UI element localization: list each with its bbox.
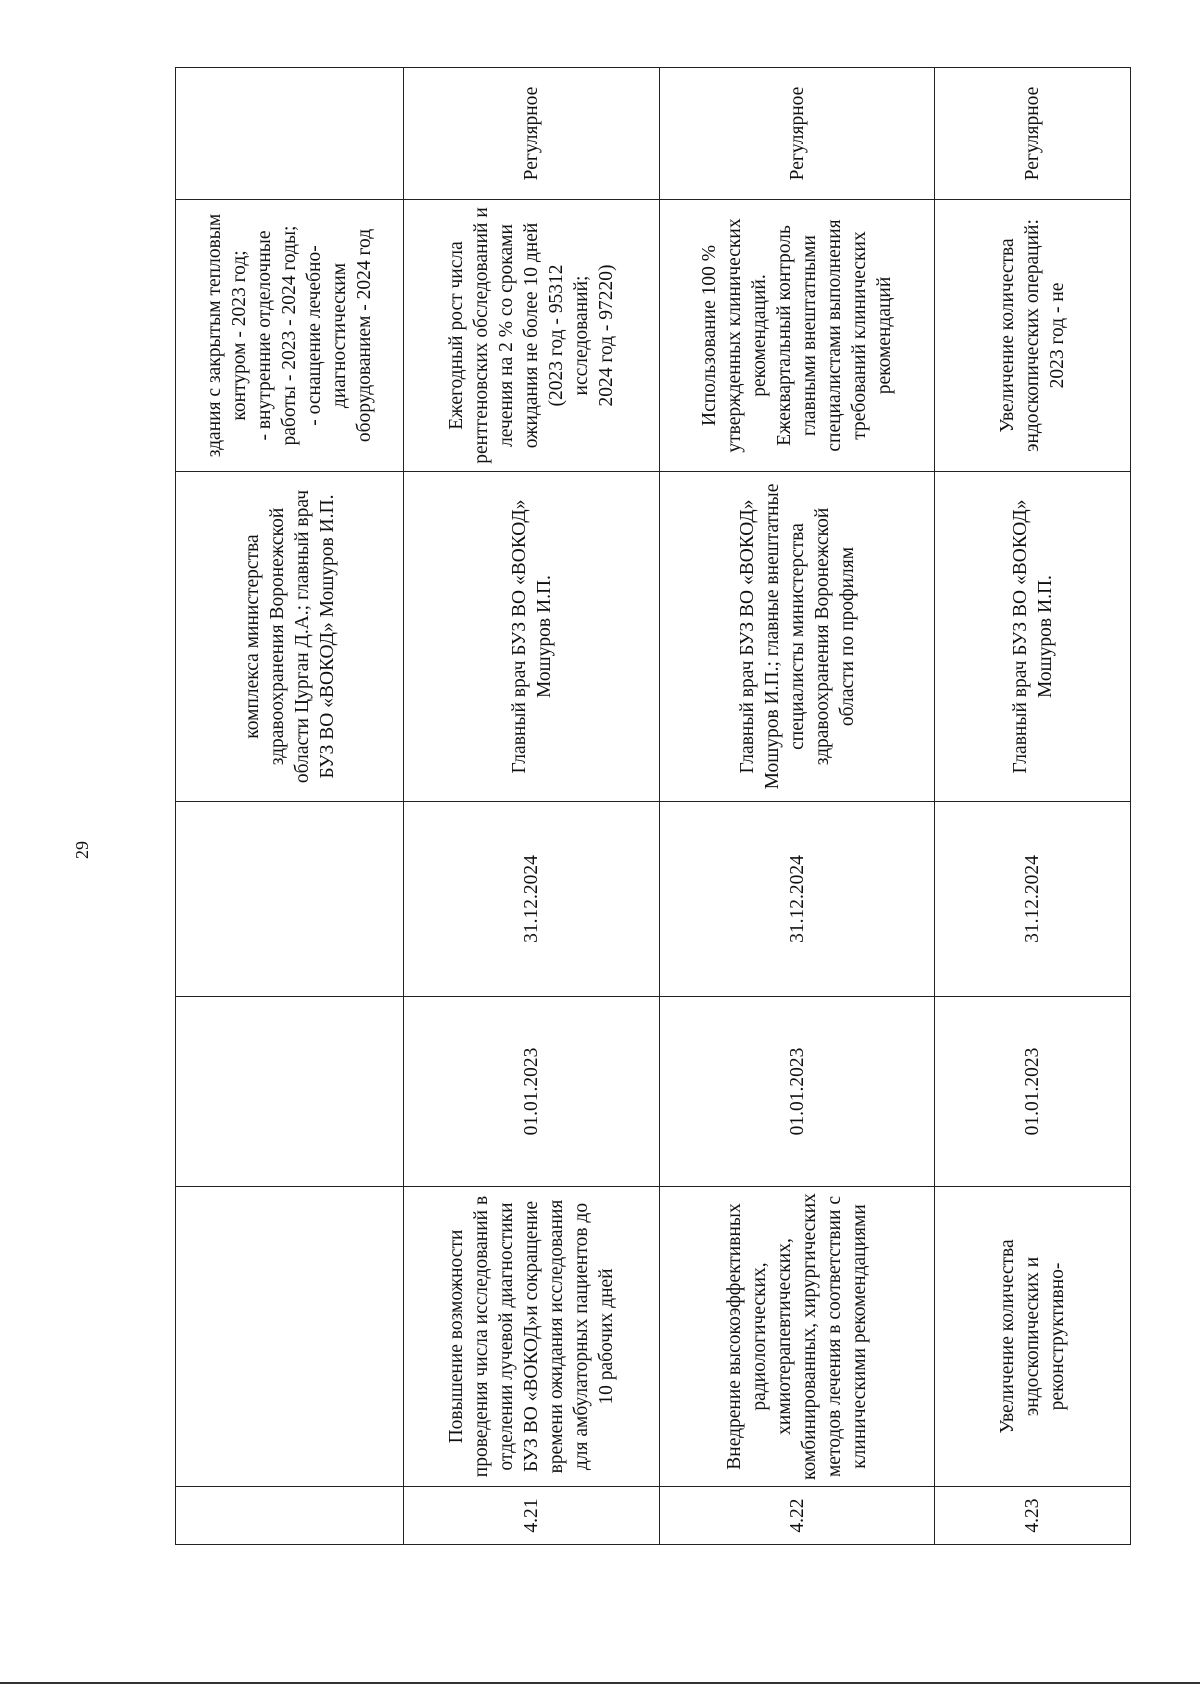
table-row <box>404 68 660 1545</box>
activity-type-cell: Регулярное <box>404 68 660 200</box>
end-date-cell: 31.12.2024 <box>404 802 660 997</box>
start-date-cell: 01.01.2023 <box>660 997 935 1187</box>
table-row <box>660 68 935 1545</box>
activity-name-cell: Увеличение количества эндоскопических и реконструктивно- <box>935 1187 1131 1487</box>
row-number-cell: 4.23 <box>935 1487 1131 1545</box>
rotated-table-container <box>175 68 1130 1545</box>
bottom-rule <box>0 1682 1200 1684</box>
row-number-cell <box>176 1487 404 1545</box>
responsible-person-cell: Главный врач БУЗ ВО «ВОКОД» Мошуров И.П. <box>404 472 660 802</box>
activity-type-cell <box>176 68 404 200</box>
activity-type-cell: Регулярное <box>660 68 935 200</box>
expected-result-cell: здания с закрытым тепловым контуром - 2023 год; - внутренние отделочные работы - 2023 - 2024 годы; - оснащение лечебно-диагностическим оборудованием - 2024 год <box>176 200 404 472</box>
responsible-person-cell: Главный врач БУЗ ВО «ВОКОД» Мошуров И.П. <box>935 472 1131 802</box>
responsible-person-cell: Главный врач БУЗ ВО «ВОКОД» Мошуров И.П.; главные внештатные специалисты министерства здравоохранения Воронежской области по профилям <box>660 472 935 802</box>
responsible-person-cell: комплекса министерства здравоохранения Воронежской области Цурган Д.А.; главный врач БУЗ ВО «ВОКОД» Мошуров И.П. <box>176 472 404 802</box>
table-row <box>176 68 404 1545</box>
end-date-cell: 31.12.2024 <box>935 802 1131 997</box>
row-number-cell: 4.22 <box>660 1487 935 1545</box>
activity-type-cell: Регулярное <box>935 68 1131 200</box>
expected-result-cell: Увеличение количества эндоскопических операций: 2023 год - не <box>935 200 1131 472</box>
expected-result-cell: Использование 100 % утвержденных клинических рекомендаций. Ежеквартальный контроль главными внештатными специалистами выполнения требований клинических рекомендаций <box>660 200 935 472</box>
activity-name-cell <box>176 1187 404 1487</box>
end-date-cell: 31.12.2024 <box>660 802 935 997</box>
table-row <box>935 68 1131 1545</box>
end-date-cell <box>176 802 404 997</box>
activity-name-cell: Повышение возможности проведения числа исследований в отделении лучевой диагностики БУЗ ВО «ВОКОД»и сокращение времени ожидания исследования для амбулаторных пациентов до 10 рабочих дней <box>404 1187 660 1487</box>
plan-table <box>175 67 1131 1545</box>
expected-result-cell: Ежегодный рост числа рентгеновских обследований и лечения на 2 % со сроками ожидания не более 10 дней (2023 год - 95312 исследований; 2024 год - 97220) <box>404 200 660 472</box>
start-date-cell <box>176 997 404 1187</box>
start-date-cell: 01.01.2023 <box>404 997 660 1187</box>
row-number-cell: 4.21 <box>404 1487 660 1545</box>
start-date-cell: 01.01.2023 <box>935 997 1131 1187</box>
activity-name-cell: Внедрение высокоэффективных радиологических, химиотерапевтических, комбинированных, хирургических методов лечения в соответствии с клиническими рекомендациями <box>660 1187 935 1487</box>
page-number: 29 <box>72 841 92 859</box>
